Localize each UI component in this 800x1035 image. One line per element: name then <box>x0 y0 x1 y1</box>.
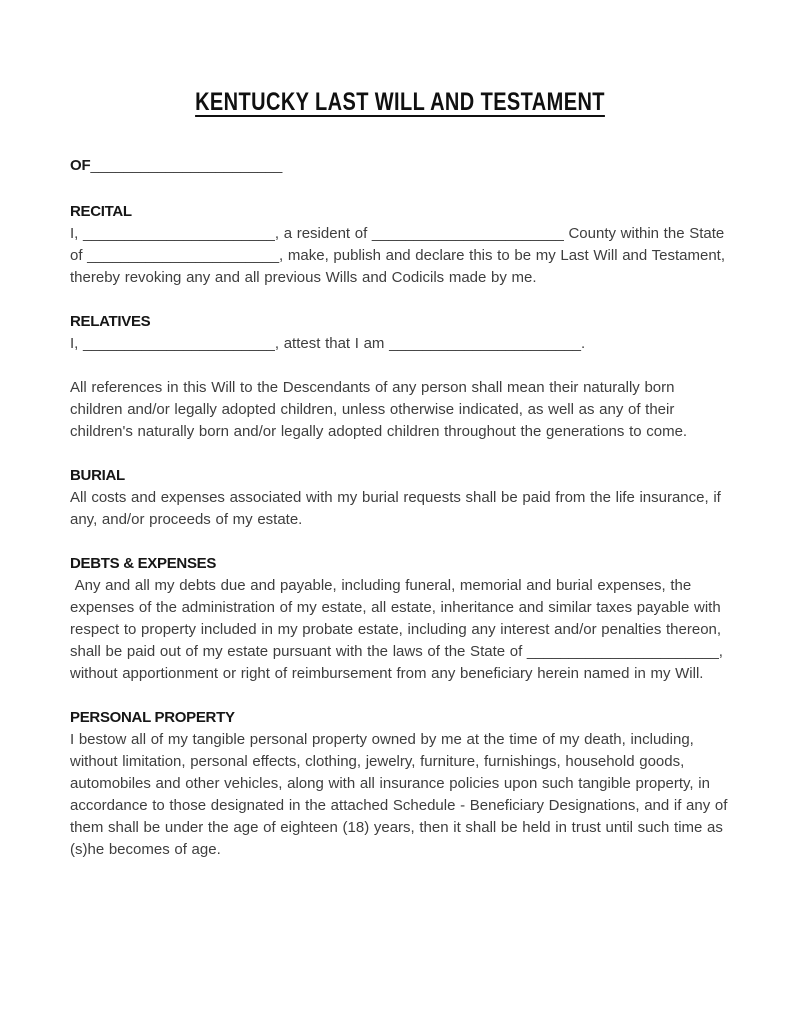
debts-expenses-paragraph: Any and all my debts due and payable, including funeral, memorial and burial expenses, the expenses of the administration of my estate, all estate, inheritance and similar taxes payable with respect to property included in my probate estate, including any interest and/or penalties thereon, shall be paid out of my estate pursuant with the laws of the State of _______________________, without apportionment or right of reimbursement from any beneficiary herein named in my Will. <box>70 577 728 682</box>
debts-expenses-heading: DEBTS & EXPENSES <box>70 555 217 572</box>
testator-of-line <box>70 155 730 177</box>
testator-name-blank: _______________________ <box>90 157 283 174</box>
section-burial <box>70 465 730 531</box>
relatives-attest-line: I, _______________________, attest that I am _______________________. <box>70 335 586 352</box>
burial-heading: BURIAL <box>70 467 125 484</box>
section-relatives <box>70 311 730 443</box>
of-label: OF <box>70 157 91 174</box>
relatives-heading: RELATIVES <box>70 313 151 330</box>
section-debts-expenses <box>70 553 730 685</box>
burial-paragraph: All costs and expenses associated with my burial requests shall be paid from the life insurance, if any, and/or proceeds of my estate. <box>70 489 726 528</box>
section-personal-property <box>70 707 733 861</box>
will-document-page <box>70 0 733 861</box>
personal-property-paragraph: I bestow all of my tangible personal property owned by me at the time of my death, including, without limitation, personal effects, clothing, jewelry, furniture, furnishings, household goods, automobiles and other vehicles, along with all insurance policies upon such tangible property, in accordance to those designated in the attached Schedule - Beneficiary Designations, and if any of them shall be under the age of eighteen (18) years, then it shall be held in trust until such time as (s)he becomes of age. <box>70 731 733 858</box>
personal-property-heading: PERSONAL PROPERTY <box>70 709 235 726</box>
recital-heading: RECITAL <box>70 203 132 220</box>
relatives-descendants-paragraph: All references in this Will to the Descendants of any person shall mean their naturally born children and/or legally adopted children, unless otherwise indicated, as well as any of their children's naturally born and/or legally adopted children throughout the generations to come. <box>70 379 688 440</box>
document-title: KENTUCKY LAST WILL AND TESTAMENT <box>195 88 605 116</box>
section-recital <box>70 201 730 289</box>
recital-paragraph: I, _______________________, a resident of _______________________ County within the State of _______________________, make, publish and declare this to be my Last Will and Testament, thereby revoking any and all previous Wills and Codicils made by me. <box>70 225 730 286</box>
